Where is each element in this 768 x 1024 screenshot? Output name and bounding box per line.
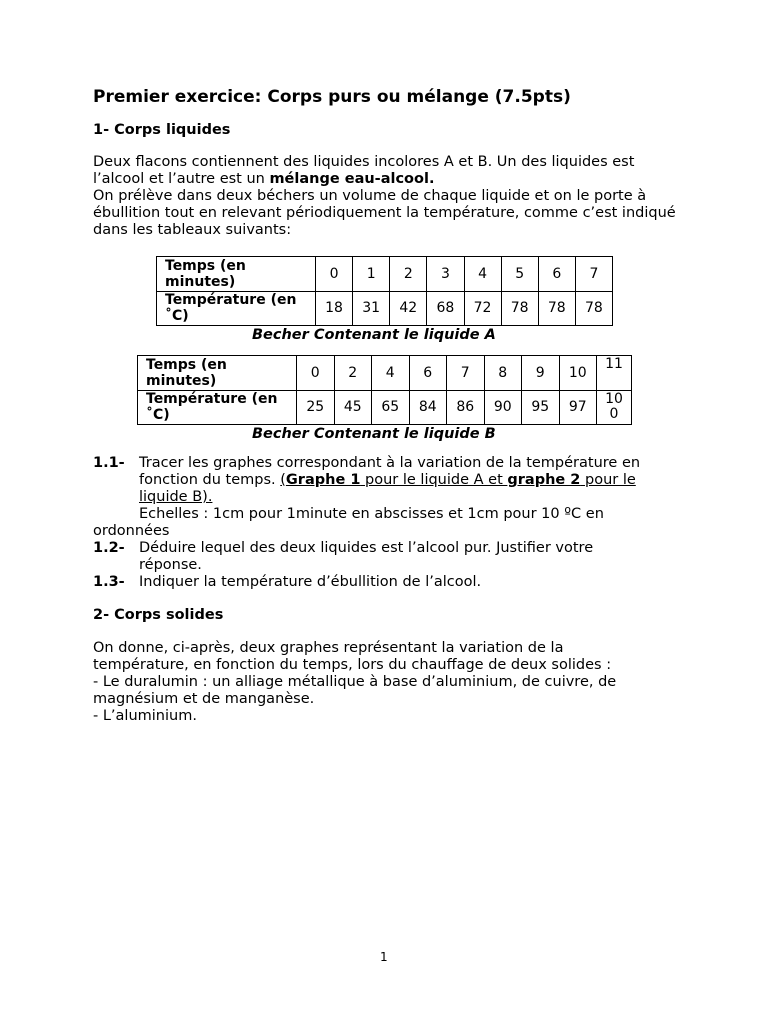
q11-end: pour le liquide B). [139,472,636,505]
table-b-time-cell: 9 [522,356,560,391]
question-1-2-text: Déduire lequel des deux liquides est l’alcool pur. Justifier votre réponse. [139,540,594,573]
table-a-temp-cell: 78 [501,291,538,326]
table-a-time-cell: 3 [427,257,464,292]
table-a-time-cell: 2 [390,257,427,292]
table-a-time-cell: 4 [464,257,501,292]
table-b-temp-cell: 84 [409,390,447,425]
table-a-time-cell: 0 [316,257,353,292]
q11-paren: ( [280,472,286,488]
section2-item-duralumin: - Le duralumin : un alliage métallique à base d’aluminium, de cuivre, de magnésium et de manganèse. [93,674,617,707]
exercise-title: Premier exercice: Corps purs ou mélange (7.5pts) [93,87,571,107]
section2-para: On donne, ci-après, deux graphes représentant la variation de la température, en fonction du temps, lors du chauffage de deux solides : [93,640,612,673]
table-a-temp-cell: 31 [353,291,390,326]
question-1-3-number: 1.3- [93,574,125,590]
intro-mixture-bold: mélange eau-alcool. [269,171,435,187]
q11-scale-cont: ordonnées [93,523,170,539]
table-b-time-cell: 10 [559,356,597,391]
table-a-temp-cell: 42 [390,291,427,326]
table-b-time-cell: 0 [297,356,335,391]
table-b-temp-cell: 65 [372,390,410,425]
table-a-temp-cell: 78 [575,291,612,326]
section2-item-aluminium: - L’aluminium. [93,708,197,724]
table-a-temp-row [157,291,613,326]
q11-graphe2: graphe 2 [507,472,581,488]
table-a-temp-cell: 18 [316,291,353,326]
section2-heading: 2- Corps solides [93,607,224,623]
table-a-time-cell: 5 [501,257,538,292]
intro-para2: On prélève dans deux béchers un volume de chaque liquide et on le porte à ébullition tout en relevant périodiquement la température, comme c’est indiqué dans les tableaux suivants: [93,188,676,238]
question-1-2-number: 1.2- [93,540,125,556]
table-b-temp-cell: 90 [484,390,522,425]
table-b-time-cell: 11 [597,356,632,391]
table-b-time-label: Temps (en minutes) [138,356,297,391]
q11-text: Tracer les graphes correspondant à la variation de la température en fonction du temps. [139,455,641,488]
table-a-time-cell: 1 [353,257,390,292]
table-a-temp-cell: 72 [464,291,501,326]
intro-line1: Deux flacons contiennent des liquides incolores A et B. Un des liquides est [93,154,635,170]
intro-line2 [93,171,693,188]
table-b-time-cell: 6 [409,356,447,391]
table-a-temp-cell: 78 [538,291,575,326]
table-liquid-b [137,355,632,425]
section1-intro [93,154,693,239]
q11-scale: Echelles : 1cm pour 1minute en abscisses et 1cm pour 10 ºC en [139,506,604,522]
section2-body [93,640,653,725]
table-liquid-a [156,256,613,326]
page-number: 1 [380,950,388,964]
table-b-caption: Becher Contenant le liquide B [252,426,496,442]
table-b-temp-cell-wrap [597,390,632,425]
table-b-temp-label: Température (en ˚C) [138,390,297,425]
q11-graphe1: Graphe 1 [285,472,361,488]
table-a-time-cell: 7 [575,257,612,292]
table-b-temp-cell: 97 [559,390,597,425]
table-b-time-cell: 4 [372,356,410,391]
table-b-time-cell: 2 [334,356,372,391]
table-b-time-cell: 8 [484,356,522,391]
table-b-temp-cell: 45 [334,390,372,425]
table-a-caption: Becher Contenant le liquide A [252,327,496,343]
table-a-temp-label: Température (en ˚C) [157,291,316,326]
table-b-time-row [138,356,632,391]
table-b-temp-cell: 100 [605,391,623,423]
q11-mid: pour le liquide A et [360,472,508,488]
table-a-time-cell: 6 [538,257,575,292]
question-1-1-text [139,455,684,506]
question-1-3-text: Indiquer la température d’ébullition de l’alcool. [139,574,482,590]
intro-line2-text: l’alcool et l’autre est un [93,171,270,187]
question-1-1-number: 1.1- [93,455,125,471]
table-a-temp-cell: 68 [427,291,464,326]
table-b-temp-cell: 86 [447,390,485,425]
table-a-time-label: Temps (en minutes) [157,257,316,292]
table-b-time-cell: 7 [447,356,485,391]
table-b-temp-cell: 25 [297,390,335,425]
section1-heading: 1- Corps liquides [93,122,231,138]
table-b-temp-cell: 95 [522,390,560,425]
table-a-time-row [157,257,613,292]
table-b-temp-row [138,390,632,425]
